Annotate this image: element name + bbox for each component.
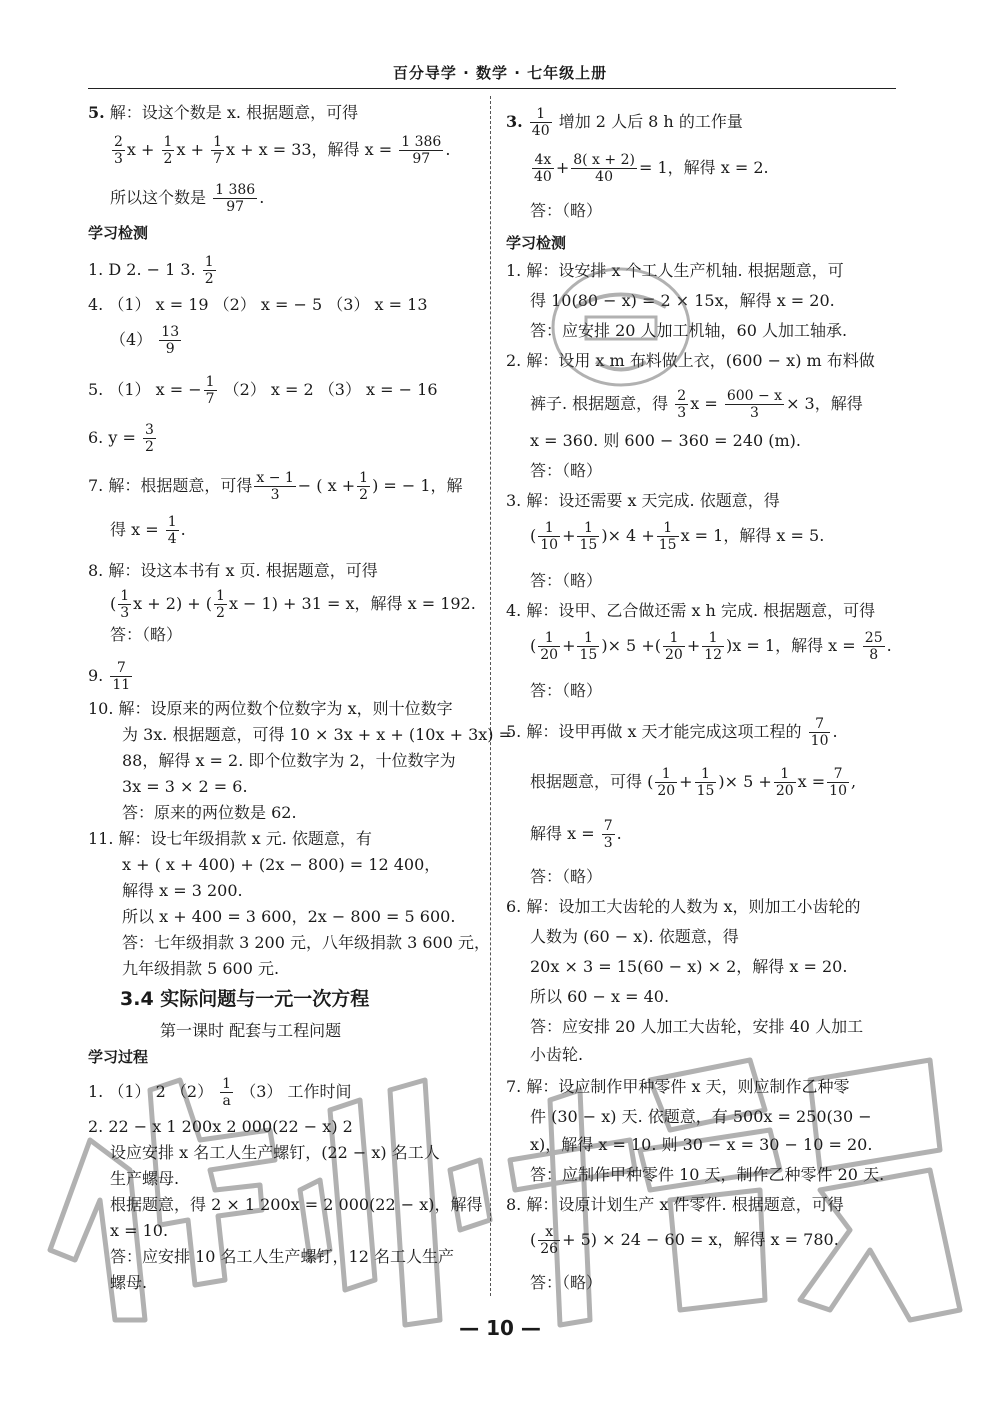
k6-d: 所以 60 − x = 40. bbox=[530, 987, 670, 1006]
k2-b: 裤子. 根据题意，得 $\frac{2}{3}$ x = $\frac{600 - x}{3}$ × 3，解得 bbox=[530, 388, 863, 421]
k5-result: 解得 x = $\frac{7}{3}$ . bbox=[530, 818, 622, 851]
k2-a: 2. 解：设用 x m 布料做上衣，(600 − x) m 布料做 bbox=[506, 351, 875, 370]
learn-check-heading: 学习检测 bbox=[88, 224, 149, 242]
q5-answer: 所以这个数是 $\frac{1 386}{97}$ . bbox=[110, 182, 265, 215]
r3-equation: $\frac{4x}{40}$ + $\frac{8( x + 2)}{40}$ = 1，解得 x = 2. bbox=[534, 152, 769, 185]
k3-answer: 答：（略） bbox=[530, 571, 603, 590]
process-2-d: 根据题意，得 2 × 1 200x = 2 000(22 − x)，解得 bbox=[110, 1195, 483, 1214]
k3-a: 3. 解：设还需要 x 天完成. 依题意，得 bbox=[506, 491, 780, 510]
check-11-c: 解得 x = 3 200. bbox=[122, 881, 243, 900]
k2-f: 答：（略） bbox=[530, 461, 603, 480]
column-divider bbox=[490, 96, 491, 1296]
process-2-g: 螺母. bbox=[110, 1273, 148, 1292]
learn-check-heading-right: 学习检测 bbox=[506, 234, 567, 252]
k4-a: 4. 解：设甲、乙合做还需 x h 完成. 根据题意，可得 bbox=[506, 601, 876, 620]
page-header-title: 百分导学 · 数学 · 七年级上册 bbox=[392, 64, 608, 82]
check-11-e: 答：七年级捐款 3 200 元，八年级捐款 3 600 元， bbox=[122, 933, 490, 952]
process-2-a: 2. 22 − x 1 200x 2 000(22 − x) 2 bbox=[88, 1117, 353, 1136]
check-10-d: 3x = 3 × 2 = 6. bbox=[122, 777, 248, 796]
process-2-c: 生产螺母. bbox=[110, 1169, 180, 1188]
k5-answer: 答：（略） bbox=[530, 867, 603, 886]
process-1: 1. （1） 2 （2） $\frac{1}{a}$ （3） 工作时间 bbox=[88, 1076, 352, 1109]
q5-equation: $\frac{2}{3}$ x + $\frac{1}{2}$ x + $\frac{1}{7}$ x + x = 33，解得 x = $\frac{1 386}{97}$ . bbox=[114, 134, 451, 167]
check-4: 4. （1） x = 19 （2） x = − 5 （3） x = 13 bbox=[88, 295, 428, 314]
check-8-equation: ( $\frac{1}{3}$ x + 2) + ( $\frac{1}{2}$ x − 1) + 31 = x，解得 x = 192. bbox=[110, 588, 476, 621]
r3-line: 3. $\frac{1}{40}$ 增加 2 人后 8 h 的工作量 bbox=[506, 106, 743, 139]
k8-equation: ( $\frac{x}{26}$ + 5) × 24 − 60 = x，解得 x = 780. bbox=[530, 1224, 839, 1257]
k6-a: 6. 解：设加工大齿轮的人数为 x，则加工小齿轮的 bbox=[506, 897, 861, 916]
k6-b: 人数为 (60 − x). 依题意，得 bbox=[530, 927, 739, 946]
check-11-b: x + ( x + 400) + (2x − 800) = 12 400， bbox=[122, 855, 441, 874]
k8-answer: 答：（略） bbox=[530, 1273, 603, 1292]
check-6: 6. y = $\frac{3}{2}$ bbox=[88, 422, 154, 455]
check-9: 9. $\frac{7}{11}$ bbox=[88, 660, 131, 693]
check-11-f: 九年级捐款 5 600 元. bbox=[122, 959, 280, 978]
r3-answer: 答：（略） bbox=[530, 201, 603, 220]
k6-c: 20x × 3 = 15(60 − x) × 2，解得 x = 20. bbox=[530, 957, 848, 976]
check-7: 7. 解：根据题意，可得 $\frac{x - 1}{3}$ − ( x + $\frac{1}{2}$ ) = − 1，解 bbox=[88, 470, 463, 503]
process-2-e: x = 10. bbox=[110, 1221, 169, 1240]
check-10-c: 88，解得 x = 2. 即个位数字为 2，十位数字为 bbox=[122, 751, 456, 770]
k2-e: x = 360. 则 600 − 360 = 240 (m). bbox=[530, 431, 802, 450]
learn-process-heading: 学习过程 bbox=[88, 1048, 149, 1066]
k5-equation: 根据题意，可得 ( $\frac{1}{20}$ + $\frac{1}{15}$ )× 5 + $\frac{1}{20}$ x = $\frac{7}{10}$ , bbox=[530, 766, 857, 799]
check-11-d: 所以 x + 400 = 3 600，2x − 800 = 5 600. bbox=[122, 907, 456, 926]
check-8-answer: 答：（略） bbox=[110, 625, 183, 644]
k6-e: 答：应安排 20 人加工大齿轮，安排 40 人加工 bbox=[530, 1017, 864, 1036]
k4-answer: 答：（略） bbox=[530, 681, 603, 700]
check-10-a: 10. 解：设原来的两位数个位数字为 x，则十位数字 bbox=[88, 699, 453, 718]
q5-line: 5. 解：设这个数是 x. 根据题意，可得 bbox=[88, 103, 359, 122]
check-10-answer: 答：原来的两位数是 62. bbox=[122, 803, 297, 822]
page-number: — 10 — bbox=[459, 1316, 541, 1340]
check-10-b: 为 3x. 根据题意，可得 10 × 3x + x + (10x + 3x) = bbox=[122, 725, 513, 744]
k1-c: 答：应安排 20 人加工机轴，60 人加工轴承. bbox=[530, 321, 848, 340]
lesson-subtitle: 第一课时 配套与工程问题 bbox=[160, 1021, 342, 1040]
k1-b: 得 10(80 − x) = 2 × 15x，解得 x = 20. bbox=[530, 291, 835, 310]
k7-c: x)，解得 x = 10. 则 30 − x = 30 − 10 = 20. bbox=[530, 1135, 873, 1154]
check-11-a: 11. 解：设七年级捐款 x 元. 依题意，有 bbox=[88, 829, 372, 848]
k5-a: 5. 解：设甲再做 x 天才能完成这项工程的 $\frac{7}{10}$ . bbox=[506, 716, 838, 749]
check-7-result: 得 x = $\frac{1}{4}$ . bbox=[110, 514, 186, 547]
k1-a: 1. 解：设安排 x 个工人生产机轴. 根据题意，可 bbox=[506, 261, 844, 280]
k6-f: 小齿轮. bbox=[530, 1045, 584, 1064]
k3-equation: ( $\frac{1}{10}$ + $\frac{1}{15}$ )× 4 + $\frac{1}{15}$ x = 1，解得 x = 5. bbox=[530, 520, 825, 553]
header-rule bbox=[88, 88, 896, 89]
k7-d: 答：应制作甲种零件 10 天，制作乙种零件 20 天. bbox=[530, 1165, 885, 1184]
process-2-f: 答：应安排 10 名工人生产螺钉，12 名工人生产 bbox=[110, 1247, 454, 1266]
k8-a: 8. 解：设原计划生产 x 件零件. 根据题意，可得 bbox=[506, 1195, 844, 1214]
check-8: 8. 解：设这本书有 x 页. 根据题意，可得 bbox=[88, 561, 378, 580]
check-5: 5. （1） x = − $\frac{1}{7}$ （2） x = 2 （3） x = − 16 bbox=[88, 374, 438, 407]
k7-b: 件 (30 − x) 天. 依题意，有 500x = 250(30 − bbox=[530, 1107, 872, 1126]
k7-a: 7. 解：设应制作甲种零件 x 天，则应制作乙种零 bbox=[506, 1077, 850, 1096]
check-1-3: 1. D 2. − 1 3. $\frac{1}{2}$ bbox=[88, 254, 214, 287]
check-4-4: （4） $\frac{13}{9}$ bbox=[110, 324, 180, 357]
section-title: 3.4 实际问题与一元一次方程 bbox=[120, 988, 370, 1010]
process-2-b: 设应安排 x 名工人生产螺钉，(22 − x) 名工人 bbox=[110, 1143, 440, 1162]
k4-equation: ( $\frac{1}{20}$ + $\frac{1}{15}$ )× 5 +( $\frac{1}{20}$ + $\frac{1}{12}$ )x = 1，解得 x = $\frac{25}{8}$ . bbox=[530, 630, 892, 663]
